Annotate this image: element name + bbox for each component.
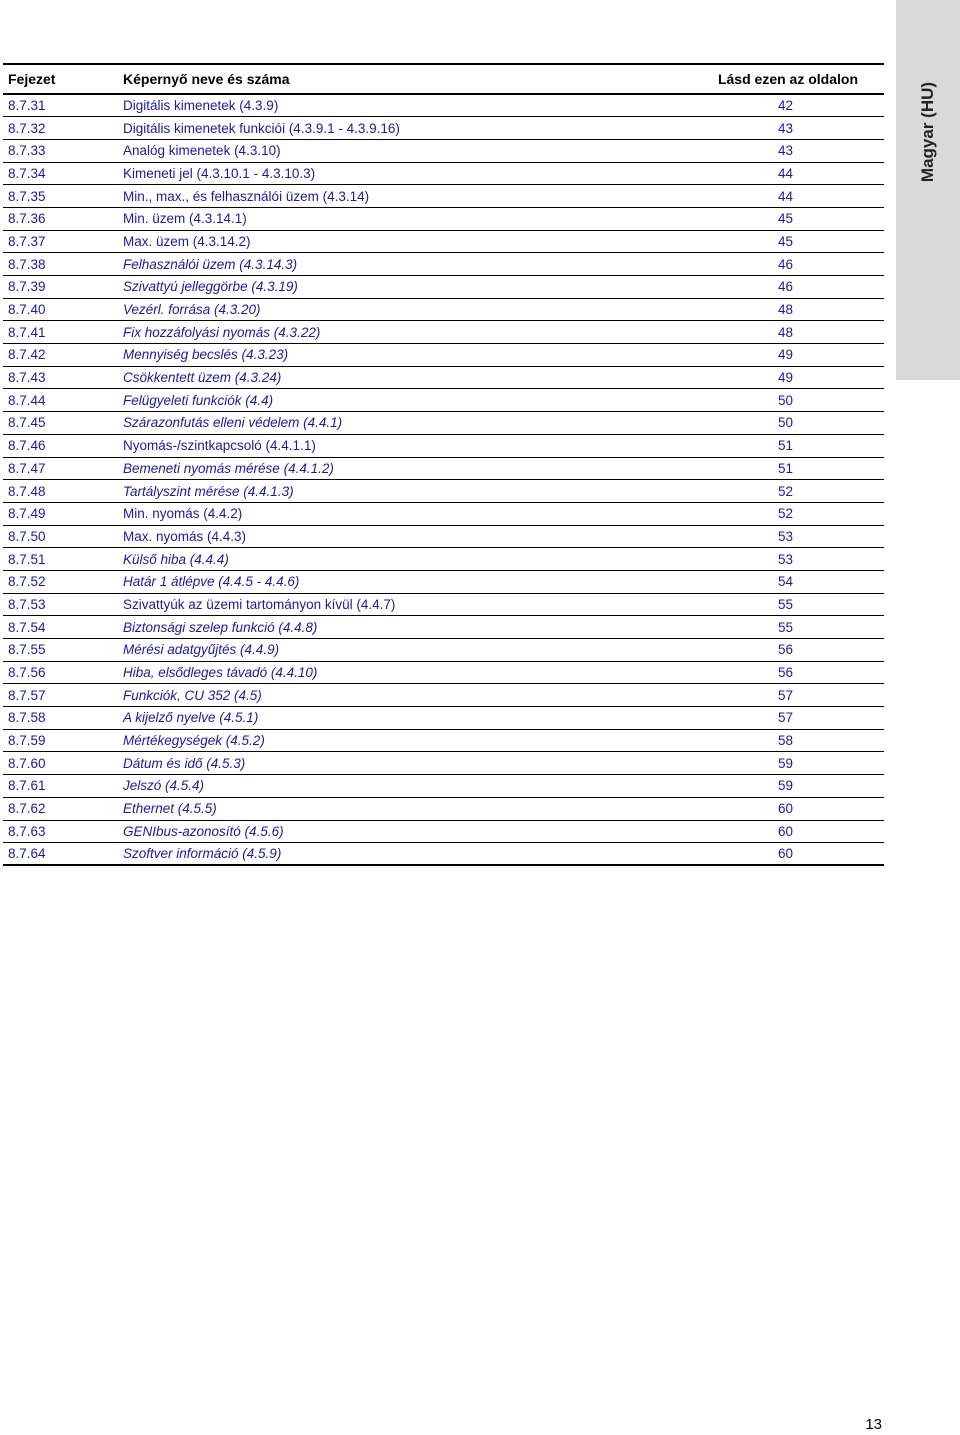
chapter-number[interactable]: 8.7.48: [3, 480, 118, 503]
chapter-number[interactable]: 8.7.61: [3, 775, 118, 798]
chapter-number[interactable]: 8.7.46: [3, 434, 118, 457]
page-reference-link[interactable]: 57: [658, 707, 884, 730]
chapter-number[interactable]: 8.7.50: [3, 525, 118, 548]
screen-title-link[interactable]: Kimeneti jel (4.3.10.1 - 4.3.10.3): [118, 162, 658, 185]
chapter-number[interactable]: 8.7.59: [3, 729, 118, 752]
language-side-tab: [896, 0, 960, 380]
table-row[interactable]: [3, 639, 884, 662]
chapter-number[interactable]: 8.7.56: [3, 661, 118, 684]
chapter-number[interactable]: 8.7.38: [3, 253, 118, 276]
table-row[interactable]: [3, 276, 884, 299]
screen-title-link[interactable]: Mértékegységek (4.5.2): [118, 729, 658, 752]
page-reference-link[interactable]: 56: [658, 639, 884, 662]
table-row[interactable]: [3, 684, 884, 707]
table-row[interactable]: [3, 321, 884, 344]
chapter-number[interactable]: 8.7.35: [3, 185, 118, 208]
screen-title-link[interactable]: Min., max., és felhasználói üzem (4.3.14): [118, 185, 658, 208]
screen-title-link[interactable]: Szivattyúk az üzemi tartományon kívül (4.4.7): [118, 593, 658, 616]
chapter-number[interactable]: 8.7.58: [3, 707, 118, 730]
screen-title-link[interactable]: Max. nyomás (4.4.3): [118, 525, 658, 548]
screen-title-link[interactable]: Felügyeleti funkciók (4.4): [118, 389, 658, 412]
page-reference-link[interactable]: 58: [658, 729, 884, 752]
chapter-number[interactable]: 8.7.41: [3, 321, 118, 344]
table-row[interactable]: [3, 412, 884, 435]
page-reference-link[interactable]: 44: [658, 162, 884, 185]
page-reference-link[interactable]: 48: [658, 321, 884, 344]
chapter-number[interactable]: 8.7.33: [3, 139, 118, 162]
table-row[interactable]: [3, 525, 884, 548]
page-reference-link[interactable]: 53: [658, 548, 884, 571]
chapter-number[interactable]: 8.7.32: [3, 117, 118, 140]
chapter-number[interactable]: 8.7.36: [3, 207, 118, 230]
chapter-number[interactable]: 8.7.42: [3, 344, 118, 367]
page-reference-link[interactable]: 54: [658, 570, 884, 593]
table-row[interactable]: [3, 298, 884, 321]
table-row[interactable]: [3, 548, 884, 571]
page-reference-link[interactable]: 57: [658, 684, 884, 707]
page-reference-link[interactable]: 46: [658, 253, 884, 276]
screen-title-link[interactable]: Funkciók, CU 352 (4.5): [118, 684, 658, 707]
page-number: 13: [865, 1416, 882, 1433]
screen-title-link[interactable]: Min. nyomás (4.4.2): [118, 502, 658, 525]
contents-table: [3, 63, 884, 866]
page-reference-link[interactable]: 55: [658, 616, 884, 639]
screen-title-link[interactable]: Dátum és idő (4.5.3): [118, 752, 658, 775]
screen-title-link[interactable]: Mérési adatgyűjtés (4.4.9): [118, 639, 658, 662]
page-reference-link[interactable]: 60: [658, 797, 884, 820]
header-chapter: Fejezet: [3, 64, 118, 94]
page-reference-link[interactable]: 60: [658, 843, 884, 866]
table-row[interactable]: [3, 434, 884, 457]
screen-title-link[interactable]: Biztonsági szelep funkció (4.4.8): [118, 616, 658, 639]
table-row[interactable]: [3, 253, 884, 276]
screen-title-link[interactable]: Szárazonfutás elleni védelem (4.4.1): [118, 412, 658, 435]
chapter-number[interactable]: 8.7.62: [3, 797, 118, 820]
chapter-number[interactable]: 8.7.49: [3, 502, 118, 525]
language-tab-label: Magyar (HU): [918, 81, 937, 183]
page-reference-link[interactable]: 60: [658, 820, 884, 843]
table-row[interactable]: [3, 366, 884, 389]
chapter-number[interactable]: 8.7.52: [3, 570, 118, 593]
page-reference-link[interactable]: 48: [658, 298, 884, 321]
page-reference-link[interactable]: 45: [658, 207, 884, 230]
screen-title-link[interactable]: Digitális kimenetek funkciói (4.3.9.1 - 4.3.9.16): [118, 117, 658, 140]
header-page: Lásd ezen az oldalon: [658, 64, 884, 94]
page-reference-link[interactable]: 46: [658, 276, 884, 299]
page-reference-link[interactable]: 45: [658, 230, 884, 253]
table-header-row: [3, 64, 884, 94]
chapter-number[interactable]: 8.7.34: [3, 162, 118, 185]
chapter-number[interactable]: 8.7.63: [3, 820, 118, 843]
screen-title-link[interactable]: Ethernet (4.5.5): [118, 797, 658, 820]
table-row[interactable]: [3, 457, 884, 480]
page-reference-link[interactable]: 52: [658, 502, 884, 525]
page-reference-link[interactable]: 51: [658, 434, 884, 457]
page-reference-link[interactable]: 53: [658, 525, 884, 548]
table-row[interactable]: [3, 797, 884, 820]
screen-title-link[interactable]: GENIbus-azonosító (4.5.6): [118, 820, 658, 843]
chapter-number[interactable]: 8.7.54: [3, 616, 118, 639]
table-row[interactable]: [3, 820, 884, 843]
page-reference-link[interactable]: 59: [658, 775, 884, 798]
table-row[interactable]: [3, 139, 884, 162]
screen-title-link[interactable]: A kijelző nyelve (4.5.1): [118, 707, 658, 730]
chapter-number[interactable]: 8.7.44: [3, 389, 118, 412]
page-reference-link[interactable]: 56: [658, 661, 884, 684]
screen-title-link[interactable]: Nyomás-/szintkapcsoló (4.4.1.1): [118, 434, 658, 457]
table-row[interactable]: [3, 616, 884, 639]
page-reference-link[interactable]: 49: [658, 366, 884, 389]
table-row[interactable]: [3, 480, 884, 503]
screen-title-link[interactable]: Külső hiba (4.4.4): [118, 548, 658, 571]
screen-title-link[interactable]: Határ 1 átlépve (4.4.5 - 4.4.6): [118, 570, 658, 593]
screen-title-link[interactable]: Hiba, elsődleges távadó (4.4.10): [118, 661, 658, 684]
table-row[interactable]: [3, 593, 884, 616]
table-row[interactable]: [3, 707, 884, 730]
table-row[interactable]: [3, 162, 884, 185]
page-reference-link[interactable]: 50: [658, 389, 884, 412]
page-reference-link[interactable]: 43: [658, 139, 884, 162]
page-reference-link[interactable]: 49: [658, 344, 884, 367]
chapter-number[interactable]: 8.7.60: [3, 752, 118, 775]
screen-title-link[interactable]: Szoftver információ (4.5.9): [118, 843, 658, 866]
chapter-number[interactable]: 8.7.64: [3, 843, 118, 866]
chapter-number[interactable]: 8.7.40: [3, 298, 118, 321]
table-row[interactable]: [3, 389, 884, 412]
chapter-number[interactable]: 8.7.39: [3, 276, 118, 299]
table-row[interactable]: [3, 207, 884, 230]
page-reference-link[interactable]: 55: [658, 593, 884, 616]
screen-title-link[interactable]: Felhasználói üzem (4.3.14.3): [118, 253, 658, 276]
chapter-number[interactable]: 8.7.51: [3, 548, 118, 571]
chapter-number[interactable]: 8.7.37: [3, 230, 118, 253]
screen-title-link[interactable]: Mennyiség becslés (4.3.23): [118, 344, 658, 367]
page-reference-link[interactable]: 59: [658, 752, 884, 775]
screen-title-link[interactable]: Tartályszint mérése (4.4.1.3): [118, 480, 658, 503]
table-row[interactable]: [3, 344, 884, 367]
page-reference-link[interactable]: 42: [658, 94, 884, 117]
screen-title-link[interactable]: Digitális kimenetek (4.3.9): [118, 94, 658, 117]
table-row[interactable]: [3, 752, 884, 775]
header-screen: Képernyő neve és száma: [118, 64, 658, 94]
chapter-number[interactable]: 8.7.31: [3, 94, 118, 117]
chapter-number[interactable]: 8.7.43: [3, 366, 118, 389]
screen-title-link[interactable]: Max. üzem (4.3.14.2): [118, 230, 658, 253]
table-row[interactable]: [3, 570, 884, 593]
screen-title-link[interactable]: Vezérl. forrása (4.3.20): [118, 298, 658, 321]
screen-title-link[interactable]: Fix hozzáfolyási nyomás (4.3.22): [118, 321, 658, 344]
table-row[interactable]: [3, 729, 884, 752]
screen-title-link[interactable]: Szivattyú jelleggörbe (4.3.19): [118, 276, 658, 299]
table-row[interactable]: [3, 230, 884, 253]
table-row[interactable]: [3, 185, 884, 208]
table-row[interactable]: [3, 661, 884, 684]
table-row[interactable]: [3, 94, 884, 117]
page-reference-link[interactable]: 50: [658, 412, 884, 435]
screen-title-link[interactable]: Bemeneti nyomás mérése (4.4.1.2): [118, 457, 658, 480]
table-row[interactable]: [3, 117, 884, 140]
screen-title-link[interactable]: Csökkentett üzem (4.3.24): [118, 366, 658, 389]
screen-title-link[interactable]: Analóg kimenetek (4.3.10): [118, 139, 658, 162]
screen-title-link[interactable]: Min. üzem (4.3.14.1): [118, 207, 658, 230]
table-row[interactable]: [3, 843, 884, 866]
table-body: [3, 94, 884, 865]
page-reference-link[interactable]: 44: [658, 185, 884, 208]
language-tab-label-wrap: [896, 0, 960, 380]
page-reference-link[interactable]: 51: [658, 457, 884, 480]
screen-title-link[interactable]: Jelszó (4.5.4): [118, 775, 658, 798]
chapter-number[interactable]: 8.7.57: [3, 684, 118, 707]
table-row[interactable]: [3, 775, 884, 798]
chapter-number[interactable]: 8.7.55: [3, 639, 118, 662]
chapter-number[interactable]: 8.7.45: [3, 412, 118, 435]
chapter-number[interactable]: 8.7.47: [3, 457, 118, 480]
page-reference-link[interactable]: 52: [658, 480, 884, 503]
page-reference-link[interactable]: 43: [658, 117, 884, 140]
table-row[interactable]: [3, 502, 884, 525]
chapter-number[interactable]: 8.7.53: [3, 593, 118, 616]
